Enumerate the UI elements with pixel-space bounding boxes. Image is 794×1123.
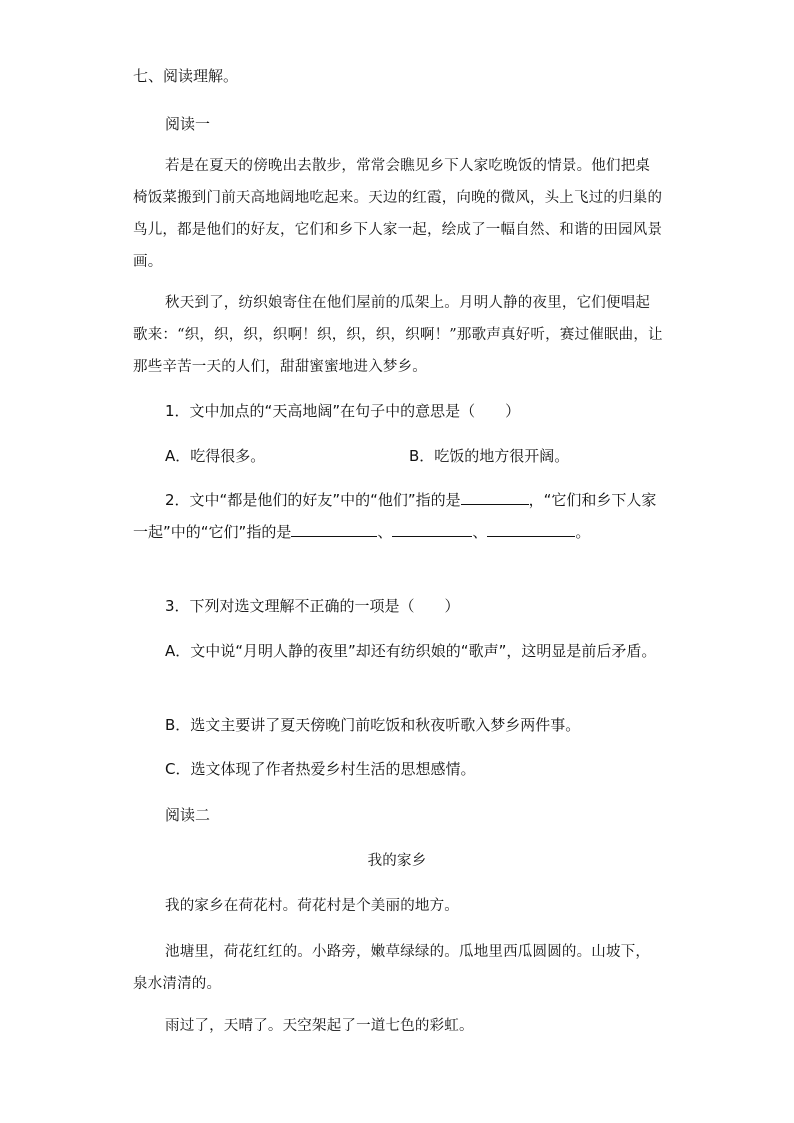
question2: [133, 484, 663, 548]
answer-blank-3[interactable]: [392, 520, 472, 537]
reading-two-label: 阅读二: [165, 806, 211, 824]
passage2-paragraph1: 我的家乡在荷花村。荷花村是个美丽的地方。: [165, 898, 459, 914]
answer-blank-1[interactable]: [461, 488, 529, 505]
separator: 、: [472, 523, 488, 541]
passage1-paragraph1: 若是在夏天的傍晚出去散步，常常会瞧见乡下人家吃晚饭的情景。他们把桌椅饭菜搬到门前天高地阔地吃起来。天边的红霞，向晚的微风，头上飞过的归巢的鸟儿，都是他们的好友，它们和乡下人家一起，绘成了一幅自然、和谐的田园风景画。: [133, 158, 663, 270]
reading-one-label: 阅读一: [165, 115, 211, 133]
question1-stem: 1．文中加点的“天高地阔”在句子中的意思是（ ）: [165, 402, 521, 420]
passage1-paragraph2: 秋天到了，纺织娘寄住在他们屋前的瓜架上。月明人静的夜里，它们便唱起歌来：“织，织，织，织啊！织，织，织，织啊！”那歌声真好听，赛过催眠曲，让那些辛苦一天的人们，甜甜蜜蜜地进入梦乡。: [133, 295, 663, 375]
passage2-paragraph2: 池塘里，荷花红红的。小路旁，嫩草绿绿的。瓜地里西瓜圆圆的。山坡下，泉水清清的。: [133, 944, 651, 992]
passage2-title: 我的家乡: [367, 853, 427, 869]
question1-option-a[interactable]: A．吃得很多。: [165, 447, 266, 465]
question2-end: 。: [575, 523, 591, 541]
passage2-paragraph3: 雨过了，天晴了。天空架起了一道七色的彩虹。: [165, 1018, 474, 1034]
separator: 、: [377, 523, 393, 541]
question2-part1: 2．文中“都是他们的好友”中的“他们”指的是: [165, 491, 461, 509]
section-heading: 七、阅读理解。: [133, 67, 239, 85]
question3-option-b[interactable]: B．选文主要讲了夏天傍晚门前吃饭和秋夜听歌入梦乡两件事。: [165, 716, 581, 734]
question2-part2: ，“它们和乡下人家一起”中的“它们”指的是: [133, 491, 657, 541]
question3-option-c[interactable]: C．选文体现了作者热爱乡村生活的思想感情。: [165, 760, 476, 778]
question1-options: [165, 440, 665, 472]
question1-option-b[interactable]: B．吃饭的地方很开阔。: [409, 447, 570, 465]
question3-stem: 3．下列对选文理解不正确的一项是（ ）: [165, 597, 460, 615]
answer-blank-4[interactable]: [487, 520, 575, 537]
answer-blank-2[interactable]: [291, 520, 377, 537]
question3-option-a[interactable]: A．文中说“月明人静的夜里”却还有纺织娘的“歌声”，这明显是前后矛盾。: [165, 642, 657, 660]
